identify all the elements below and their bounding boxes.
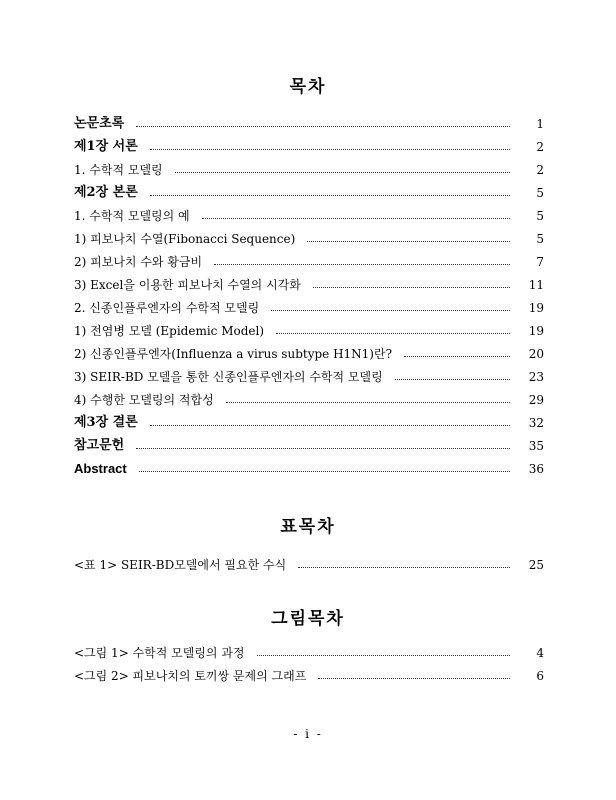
toc-entry[interactable] [74,390,544,410]
toc-entry-label: 1. 수학적 모델링 [74,163,163,177]
toc-entry-page: 19 [528,301,544,315]
page-number-footer: - i - [293,727,323,741]
dot-leader [139,471,510,472]
toc-entry[interactable] [74,367,544,387]
toc-entry[interactable] [74,344,544,364]
toc-entry-page: 5 [536,232,544,246]
toc-entry[interactable] [74,114,544,134]
dot-leader [313,287,510,288]
toc-entry-page: 36 [528,462,544,476]
table-list-entry[interactable] [74,555,544,575]
dot-leader [202,218,510,219]
figure-list-page: 6 [536,669,544,683]
toc-entry-page: 1 [536,117,544,131]
toc-entry[interactable] [74,252,544,272]
toc-entry-label: 1) 전염병 모델 (Epidemic Model) [74,324,265,338]
toc-entry-label: 제1장 서론 [74,139,138,154]
dot-leader [276,333,510,334]
dot-leader [307,241,510,242]
toc-entry-label: 4) 수행한 모델링의 적합성 [74,393,214,407]
toc-entry[interactable] [74,321,544,341]
toc-entry-page: 19 [528,324,544,338]
tables-heading: 표목차 [280,517,336,537]
dot-leader [136,448,510,449]
toc-entry-page: 2 [536,140,544,154]
figure-list-label: <그림 1> 수학적 모델링의 과정 [74,646,245,660]
dot-leader [150,195,510,196]
toc-entry[interactable] [74,436,544,456]
toc-entry[interactable] [74,275,544,295]
toc-entry-page: 32 [528,416,544,430]
toc-entry-label: 1. 수학적 모델링의 예 [74,209,190,223]
toc-entry[interactable] [74,298,544,318]
toc-entry[interactable] [74,137,544,157]
figure-list-entry[interactable] [74,643,544,663]
dot-leader [271,310,510,311]
toc-entry-page: 7 [536,255,544,269]
toc-entry-page: 29 [528,393,544,407]
toc-entry-page: 5 [536,186,544,200]
dot-leader [150,425,510,426]
toc-entry[interactable] [74,459,544,479]
toc-entry-label: Abstract [74,461,127,476]
toc-entry-page: 35 [528,439,544,453]
toc-heading: 목차 [289,77,327,97]
toc-entry[interactable] [74,160,544,180]
dot-leader [226,402,510,403]
dot-leader [395,379,510,380]
dot-leader [214,264,510,265]
toc-entry-label: 1) 피보나치 수열(Fibonacci Sequence) [74,232,296,246]
figure-list-page: 4 [536,646,544,660]
toc-entry-page: 2 [536,163,544,177]
toc-entry[interactable] [74,183,544,203]
dot-leader [318,678,510,679]
figures-heading: 그림목차 [271,609,345,629]
toc-entry-label: 제2장 본론 [74,185,138,200]
toc-entry-page: 11 [528,278,544,292]
dot-leader [136,126,510,127]
table-list-label: <표 1> SEIR-BD모델에서 필요한 수식 [74,558,287,572]
toc-entry-page: 23 [528,370,544,384]
dot-leader [257,655,510,656]
figure-list-label: <그림 2> 피보나치의 토끼쌍 문제의 그래프 [74,669,307,683]
toc-entry[interactable] [74,413,544,433]
toc-entry-page: 20 [528,347,544,361]
toc-entry[interactable] [74,206,544,226]
toc-entry-label: 논문초록 [74,116,125,131]
dot-leader [150,149,510,150]
toc-entry-label: 2. 신종인플루엔자의 수학적 모델링 [74,301,260,315]
toc-entry-label: 3) Excel을 이용한 피보나치 수열의 시각화 [74,278,301,292]
dot-leader [298,567,510,568]
toc-entry-label: 2) 신종인플루엔자(Influenza a virus subtype H1N1)란? [74,347,393,361]
toc-entry-label: 참고문헌 [74,438,125,453]
toc-entry-page: 5 [536,209,544,223]
dot-leader [404,356,510,357]
toc-entry-label: 3) SEIR-BD 모델을 통한 신종인플루엔자의 수학적 모델링 [74,370,383,384]
dot-leader [175,172,510,173]
toc-entry-label: 제3장 결론 [74,415,138,430]
toc-entry[interactable] [74,229,544,249]
figure-list-entry[interactable] [74,666,544,686]
table-list-page: 25 [528,558,544,572]
toc-entry-label: 2) 피보나치 수와 황금비 [74,255,203,269]
